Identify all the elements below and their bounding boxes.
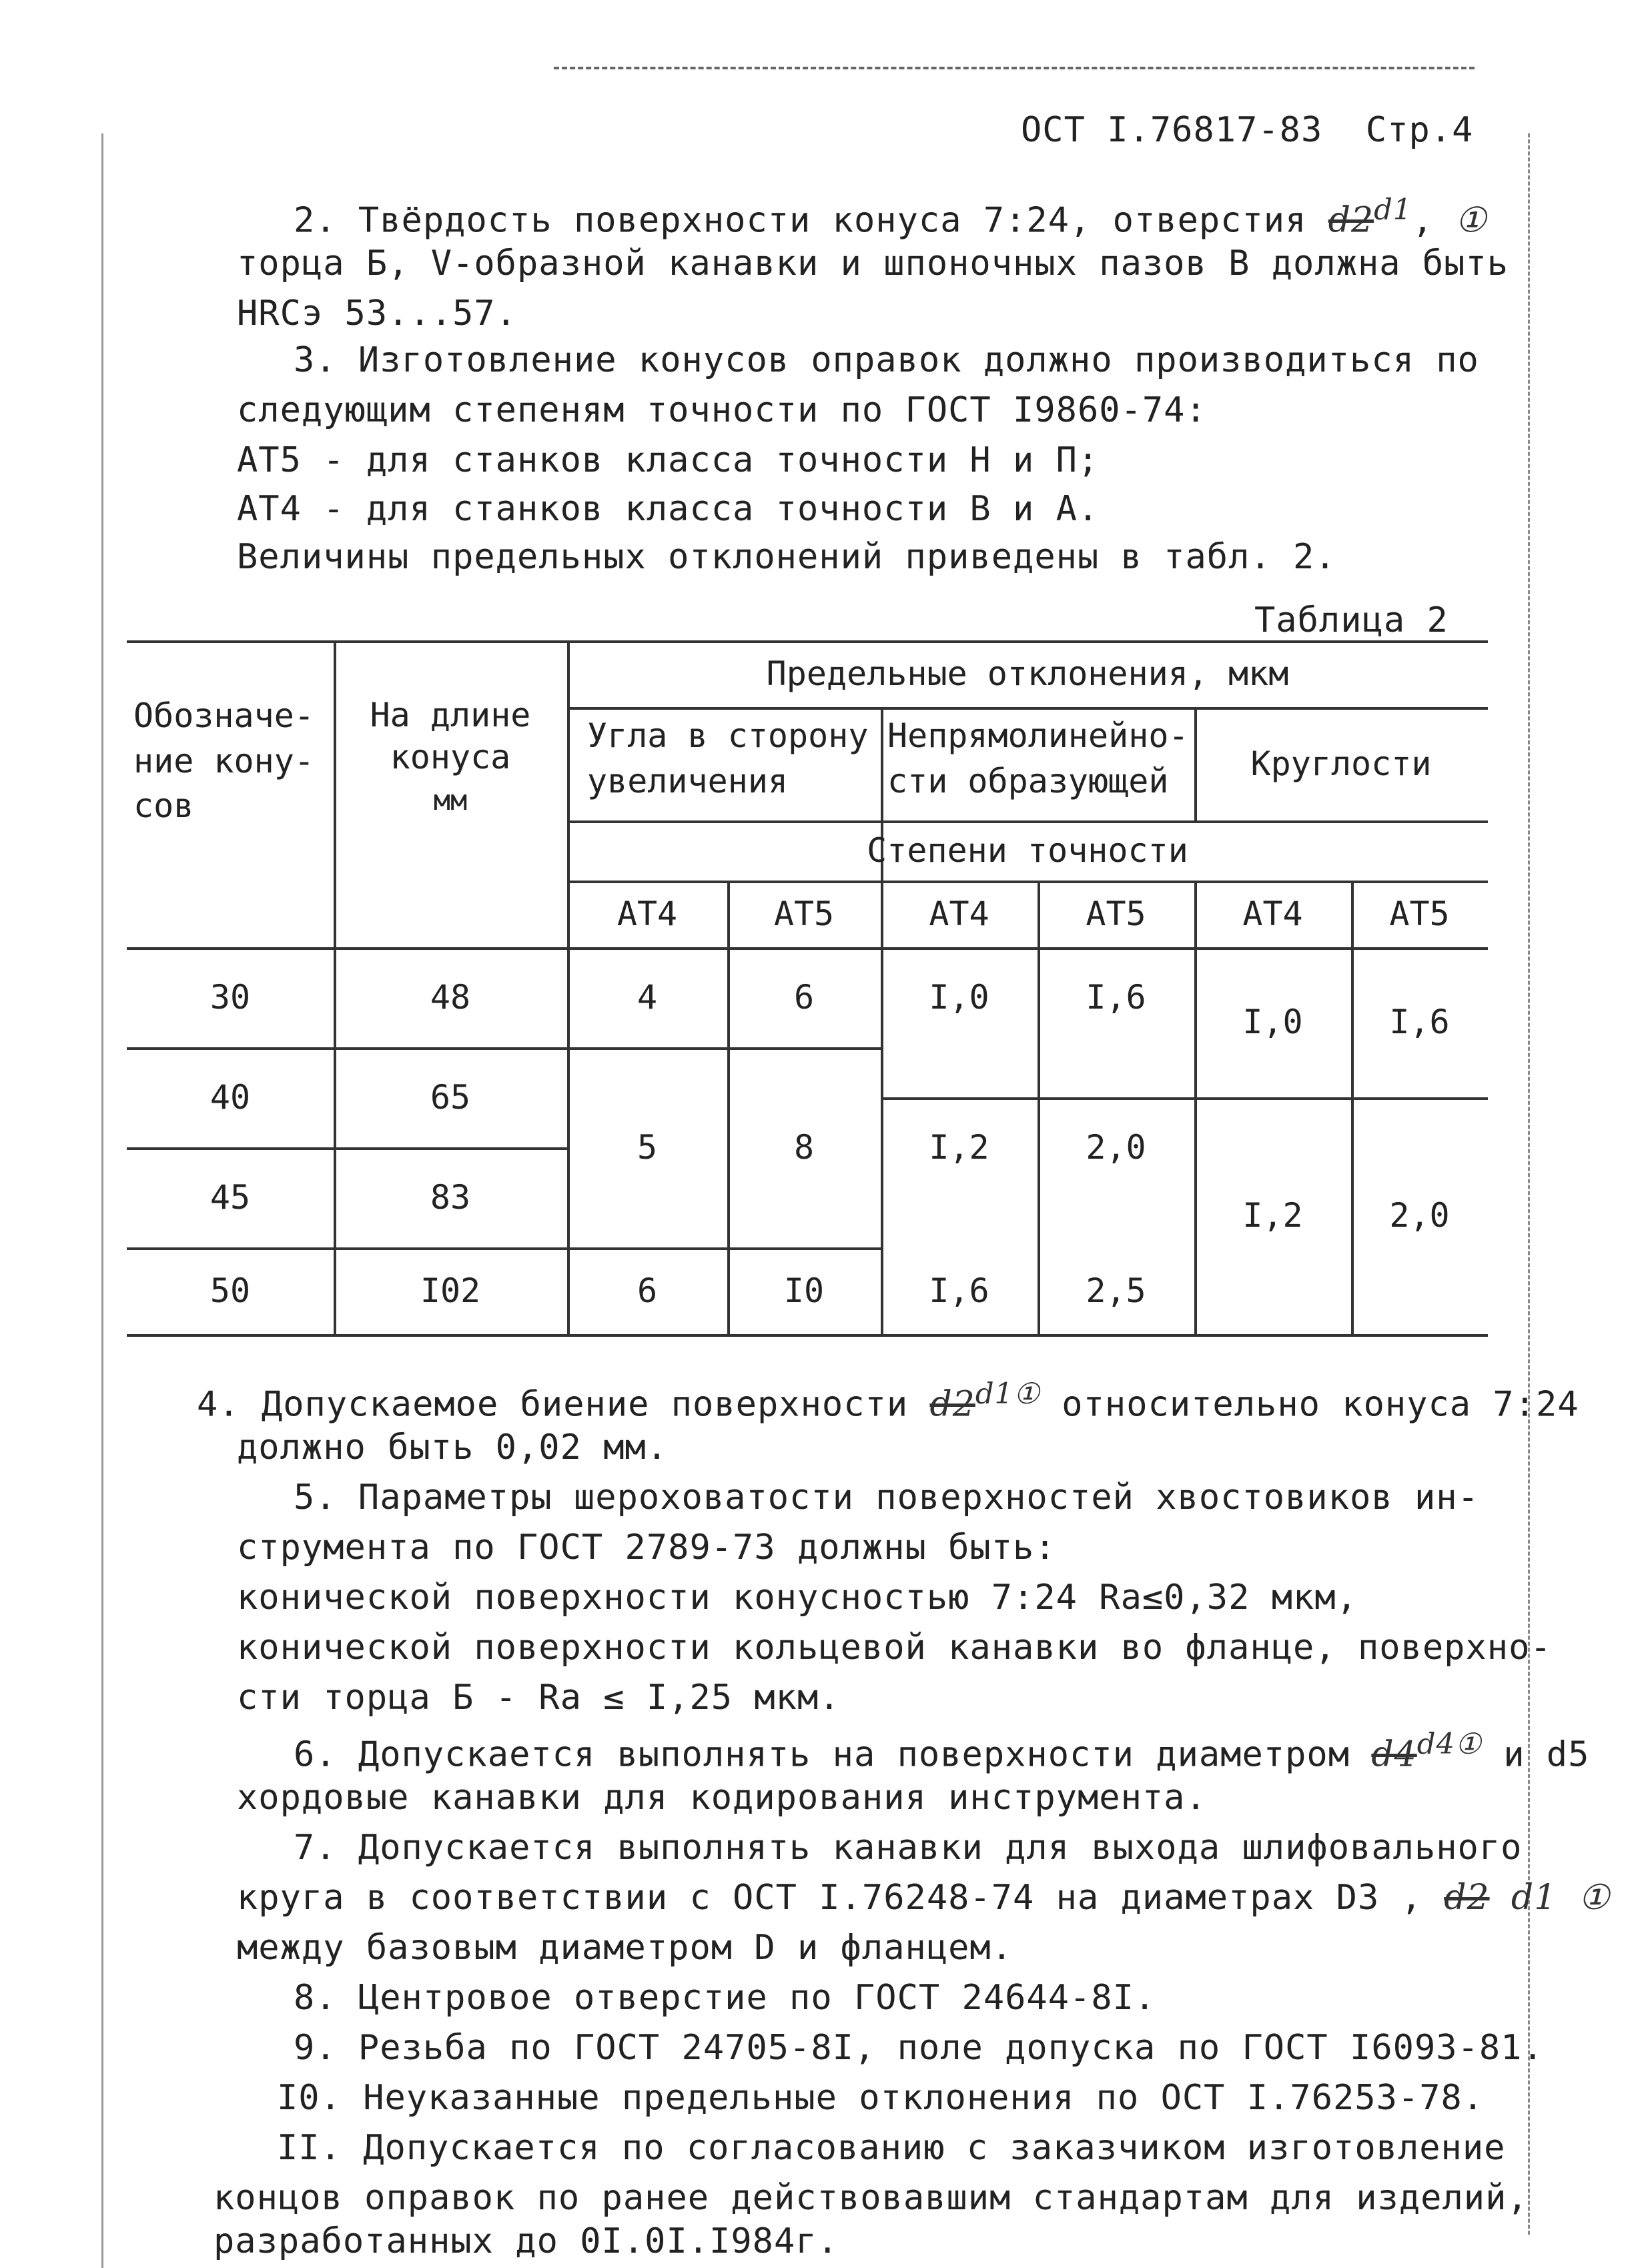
handwritten-d1: d1 bbox=[975, 1377, 1014, 1411]
designation-cell: 30 bbox=[210, 977, 251, 1017]
round-at4-cell: I,2 bbox=[1242, 1196, 1303, 1235]
para5-line5: сти торца Б - Ra ≤ I,25 мкм. bbox=[237, 1678, 841, 1718]
straight-at4-cell: I,6 bbox=[929, 1271, 989, 1310]
table-caption: Таблица 2 bbox=[1254, 600, 1449, 640]
para11-line3: разработанных до 0I.0I.I984г. bbox=[214, 2221, 839, 2261]
handwritten-d4: d4 bbox=[1416, 1728, 1456, 1761]
para4-line1: 4. Допускаемое биение поверхности $d2^{d1①}$ относительно конуса 7:24 bbox=[197, 1377, 1579, 1425]
round-at5-cell: I,6 bbox=[1389, 1003, 1450, 1042]
para3-line4: АТ4 - для станков класса точности В и А. bbox=[237, 489, 1100, 529]
sub-straight-header: Непрямолинейно- сти образующей bbox=[887, 716, 1189, 800]
para2-line2: торца Б, V-образной канавки и шпоночных пазов В должна быть bbox=[237, 243, 1509, 284]
page-number: Стр.4 bbox=[1365, 110, 1474, 150]
para3-line5: Величины предельных отклонений приведены в табл. 2. bbox=[237, 537, 1336, 577]
para5-line1: 5. Параметры шероховатости поверхностей хвостовиков ин- bbox=[294, 1478, 1479, 1518]
para5-line2: струмента по ГОСТ 2789-73 должны быть: bbox=[237, 1528, 1056, 1568]
designation-cell: 45 bbox=[210, 1177, 251, 1217]
para9: 9. Резьба по ГОСТ 24705-8I, поле допуска по ГОСТ I6093-81. bbox=[294, 2028, 1544, 2068]
handwritten-d1: d1 bbox=[1374, 193, 1412, 227]
para11-line2: концов оправок по ранее действовавшим стандартам для изделий, bbox=[214, 2178, 1529, 2218]
struck-d2: d2 bbox=[929, 1384, 975, 1425]
angle-at5-cell: I0 bbox=[783, 1271, 825, 1310]
length-cell: I02 bbox=[420, 1271, 481, 1310]
doc-number: ОСТ I.76817-83 bbox=[1021, 110, 1323, 150]
para3-line2: следующим степеням точности по ГОСТ I9860-74: bbox=[237, 390, 1207, 430]
top-dashed-rule bbox=[554, 67, 1475, 69]
para7-line1: 7. Допускается выполнять канавки для выхода шлифовального bbox=[294, 1828, 1523, 1868]
straight-at4-cell: I,2 bbox=[929, 1127, 989, 1167]
length-cell: 65 bbox=[430, 1077, 471, 1117]
para5-line4: конической поверхности кольцевой канавки во фланце, поверхно- bbox=[237, 1628, 1552, 1668]
para11-line1: II. Допускается по согласованию с заказчиком изготовление bbox=[277, 2128, 1506, 2168]
para7-line2: круга в соответствии с ОСТ I.76248-74 на диаметрах D3 , d2 d1 ① bbox=[237, 1878, 1611, 1918]
straight-at5-cell: 2,0 bbox=[1086, 1127, 1146, 1167]
grade-header: АТ5 bbox=[1389, 894, 1450, 933]
designation-cell: 40 bbox=[210, 1077, 251, 1117]
document-header bbox=[1021, 110, 1473, 150]
straight-at5-cell: I,6 bbox=[1086, 977, 1146, 1017]
angle-at4-cell: 4 bbox=[637, 977, 658, 1017]
col-designation-header: Обозначе- ние кону- сов bbox=[133, 696, 314, 825]
para10: I0. Неуказанные предельные отклонения по ОСТ I.76253-78. bbox=[277, 2078, 1485, 2118]
correction-mark: ① bbox=[1455, 1728, 1482, 1761]
left-margin-rule bbox=[101, 133, 103, 2268]
struck-d2: d2 bbox=[1328, 200, 1374, 241]
struck-d2: d2 bbox=[1444, 1878, 1490, 1918]
para7-line3: между базовым диаметром D и фланцем. bbox=[237, 1928, 1013, 1968]
para5-line3: конической поверхности конусностью 7:24 Ra≤0,32 мкм, bbox=[237, 1578, 1358, 1618]
angle-at5-cell: 6 bbox=[793, 977, 815, 1017]
para2-line3: HRCэ 53...57. bbox=[237, 294, 517, 334]
group-header: Предельные отклонения, мкм bbox=[766, 654, 1289, 693]
length-cell: 83 bbox=[430, 1177, 471, 1217]
right-margin-rule bbox=[1528, 133, 1530, 2235]
para6-line2: хордовые канавки для кодирования инструмента. bbox=[237, 1778, 1207, 1818]
angle-at4-cell: 5 bbox=[637, 1127, 658, 1167]
correction-mark: ① bbox=[1013, 1377, 1040, 1411]
angle-at5-cell: 8 bbox=[793, 1127, 815, 1167]
grade-header: АТ4 bbox=[1242, 894, 1303, 933]
angle-at4-cell: 6 bbox=[637, 1271, 658, 1310]
sub-angle-header: Угла в сторону увеличения bbox=[587, 716, 869, 800]
designation-cell: 50 bbox=[210, 1271, 251, 1310]
correction-mark: ① bbox=[1578, 1878, 1611, 1918]
grade-header: АТ5 bbox=[773, 894, 835, 933]
straight-at4-cell: I,0 bbox=[929, 977, 989, 1017]
grade-header: АТ4 bbox=[616, 894, 678, 933]
para6-line1: 6. Допускается выполнять на поверхности диаметром $d4^{d4①}$ и d5 bbox=[294, 1728, 1590, 1775]
grade-header: АТ5 bbox=[1086, 894, 1146, 933]
sub-round-header: Круглости bbox=[1250, 744, 1432, 783]
round-at5-cell: 2,0 bbox=[1389, 1196, 1450, 1235]
tolerance-table bbox=[127, 640, 1488, 1334]
straight-at5-cell: 2,5 bbox=[1086, 1271, 1146, 1310]
para2-line1: 2. Твёрдость поверхности конуса 7:24, отверстия $d2^{d1}$, ① bbox=[294, 193, 1487, 241]
para3-line1: 3. Изготовление конусов оправок должно производиться по bbox=[294, 340, 1479, 380]
struck-d4: d4 bbox=[1371, 1734, 1417, 1775]
length-cell: 48 bbox=[430, 977, 471, 1017]
col-length-header: На длине конуса мм bbox=[370, 696, 531, 817]
para3-line3: АТ5 - для станков класса точности Н и П; bbox=[237, 440, 1100, 480]
para8: 8. Центровое отверстие по ГОСТ 24644-8I. bbox=[294, 1978, 1156, 2018]
grade-header: АТ4 bbox=[929, 894, 989, 933]
round-at4-cell: I,0 bbox=[1242, 1003, 1303, 1042]
handwritten-d1: d1 bbox=[1511, 1878, 1557, 1918]
precision-header: Степени точности bbox=[867, 830, 1188, 870]
para4-line2: должно быть 0,02 мм. bbox=[237, 1428, 669, 1468]
correction-mark: ① bbox=[1455, 200, 1487, 241]
